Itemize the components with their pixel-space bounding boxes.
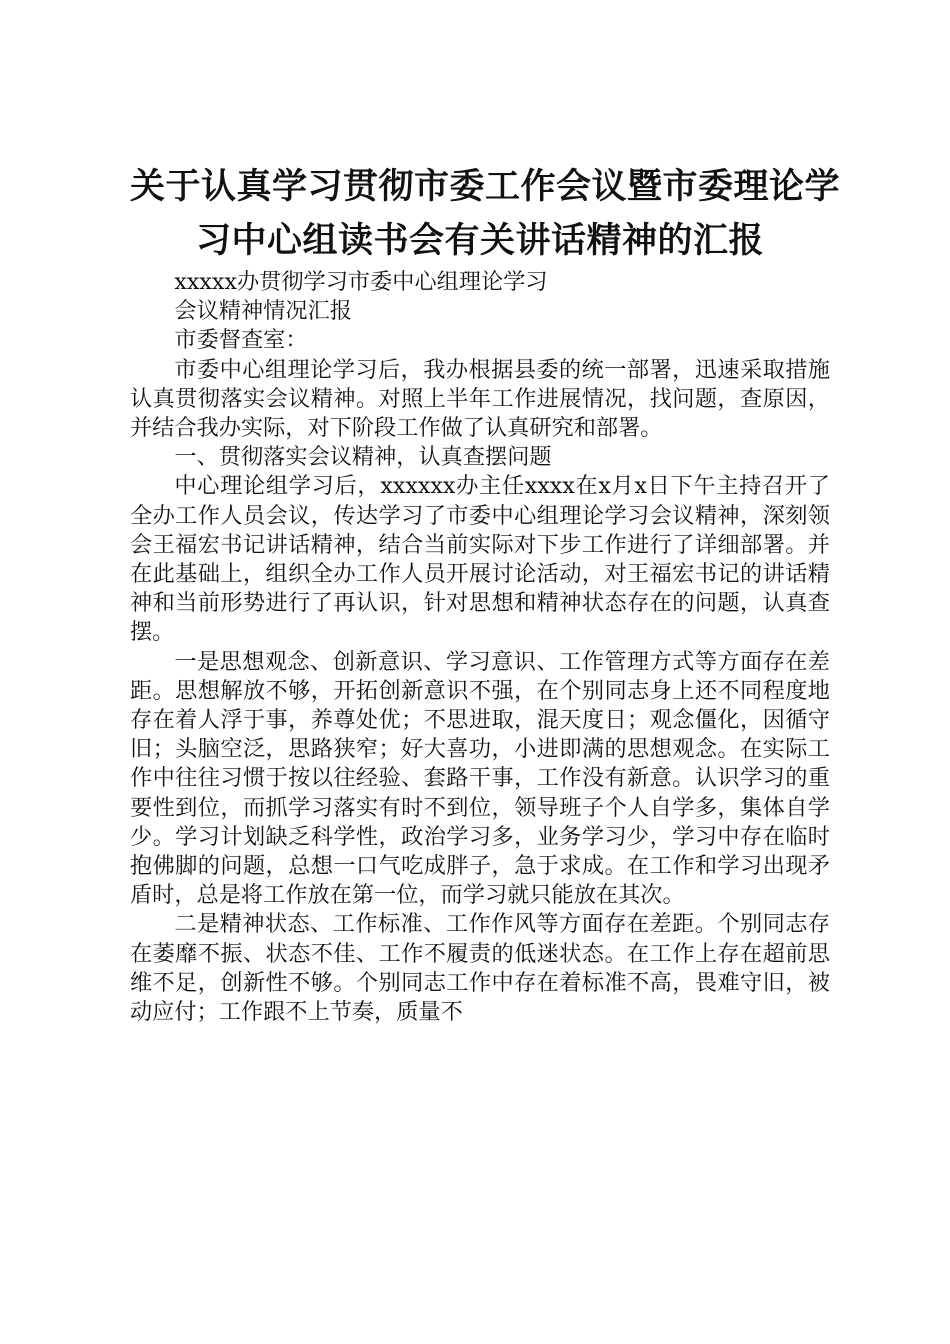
heading-line-2: 会议精神情况汇报: [174, 298, 352, 325]
salutation: 市委督查室：: [174, 327, 308, 354]
section-heading: 一、贯彻落实会议精神，认真查摆问题: [174, 444, 552, 471]
title-line-2: 习中心组读书会有关讲话精神的汇报: [195, 221, 764, 261]
document-body: [130, 268, 830, 1027]
body-paragraph: 一是思想观念、创新意识、学习意识、工作管理方式等方面存在差距。思想解放不够，开拓创新意识不强，在个别同志身上还不同程度地存在着人浮于事，养尊处优；不思进取，混天度日；观念僵化，因循守旧；头脑空泛，思路狭窄；好大喜功，小进即满的思想观念。在实际工作中往往习惯于按以往经验、套路干事，工作没有新意。认识学习的重要性到位，而抓学习落实有时不到位，领导班子个人自学多，集体自学少。学习计划缺乏科学性，政治学习多，业务学习少，学习中存在临时抱佛脚的问题，总想一口气吃成胖子，急于求成。在工作和学习出现矛盾时，总是将工作放在第一位，而学习就只能放在其次。: [130, 648, 830, 909]
body-paragraph: 中心理论组学习后，xxxxxx办主任xxxx在x月x日下午主持召开了全办工作人员会议，传达学习了市委中心组理论学习会议精神，深刻领会王福宏书记讲话精神，结合当前实际对下步工作进行了详细部署。并在此基础上，组织全办工作人员开展讨论活动，对王福宏书记的讲话精神和当前形势进行了再认识，针对思想和精神状态存在的问题，认真查摆。: [130, 473, 830, 646]
body-paragraph: 二是精神状态、工作标准、工作作风等方面存在差距。个别同志存在萎靡不振、状态不佳、工作不履责的低迷状态。在工作上存在超前思维不足，创新性不够。个别同志工作中存在着标准不高，畏难守旧，被动应付；工作跟不上节奏，质量不: [130, 911, 830, 1026]
document-title: [130, 160, 841, 268]
document-page: [130, 160, 841, 1027]
body-paragraph: 市委中心组理论学习后，我办根据县委的统一部署，迅速采取措施认真贯彻落实会议精神。对照上半年工作进展情况，找问题，查原因，并结合我办实际，对下阶段工作做了认真研究和部署。: [130, 356, 830, 442]
title-line-1: 关于认真学习贯彻市委工作会议暨市委理论学: [130, 167, 841, 207]
heading-line-1: xxxxx办贯彻学习市委中心组理论学习: [174, 269, 548, 295]
